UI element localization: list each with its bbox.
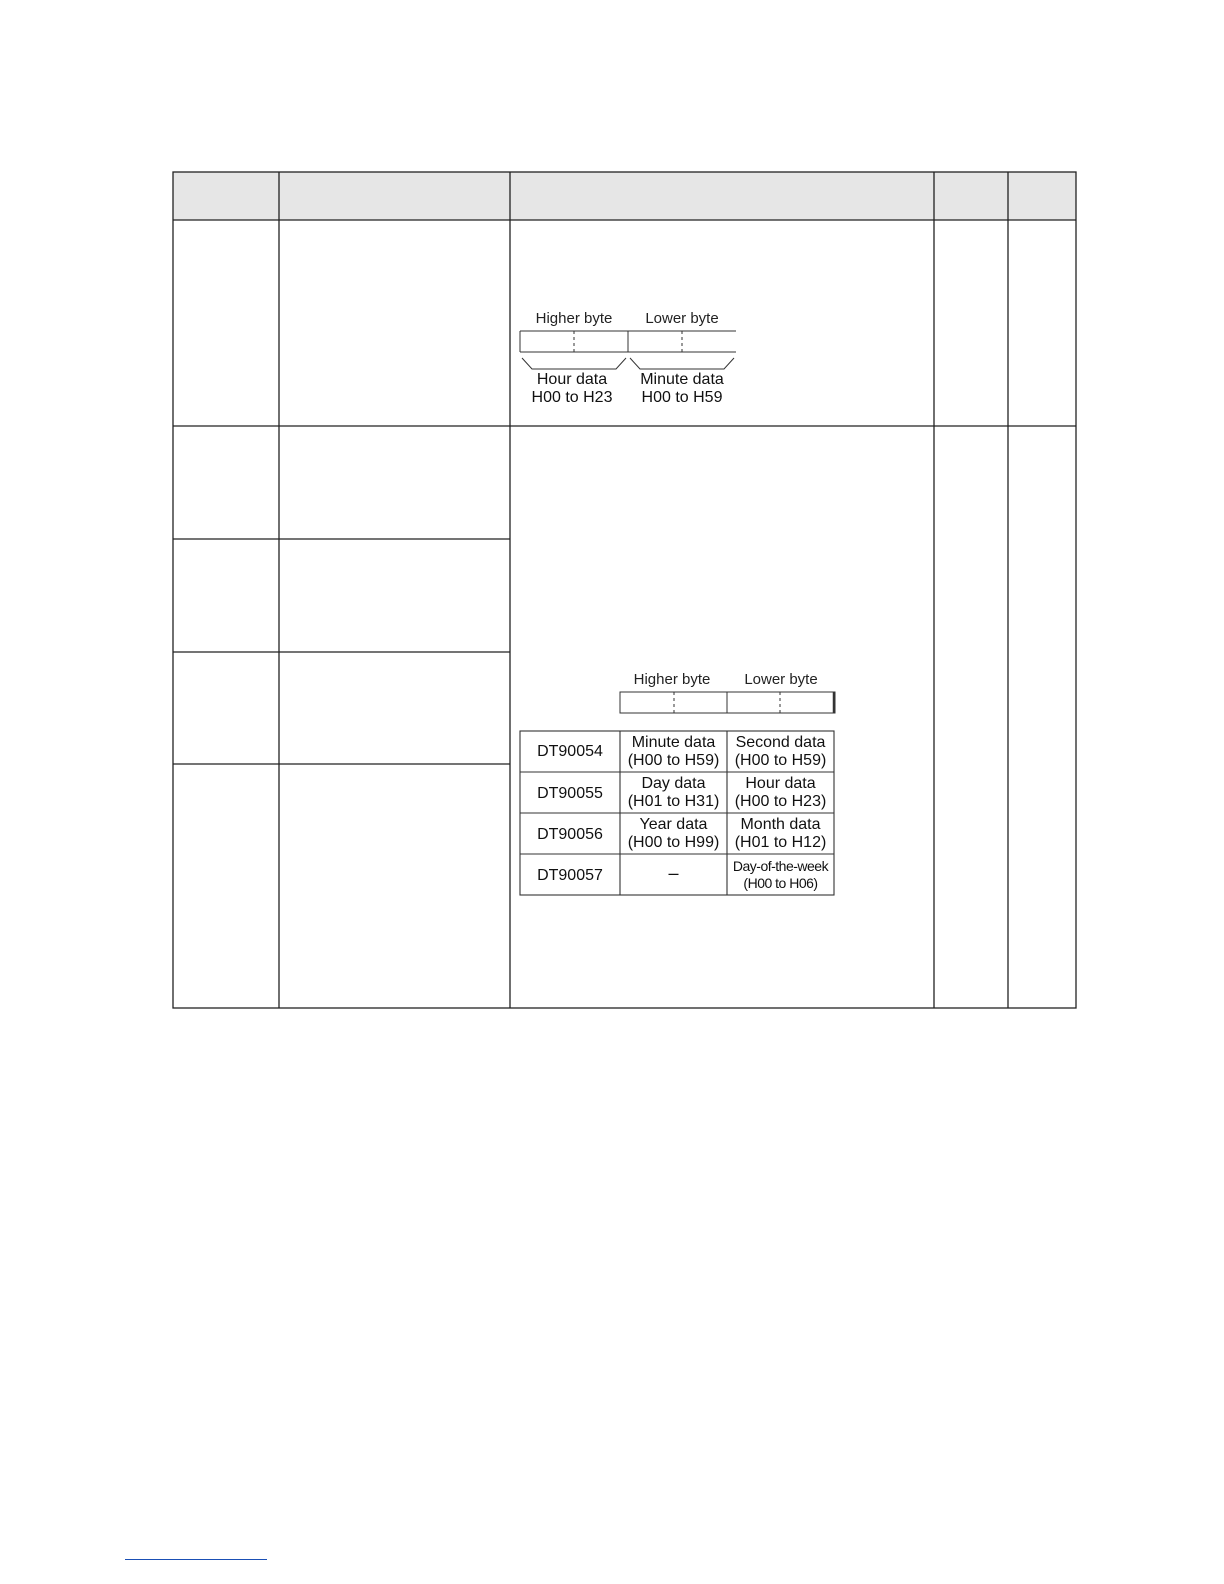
- register-higher-name: –: [668, 863, 679, 883]
- register-higher-range: (H00 to H99): [627, 834, 720, 851]
- register-higher-name: Year data: [639, 816, 708, 833]
- table-header-row: [173, 172, 1076, 220]
- register-lower-range: (H00 to H06): [743, 875, 818, 891]
- register-name: DT90054: [537, 743, 603, 760]
- register-lower-range: (H00 to H23): [734, 793, 827, 810]
- calendar-byte-bar: [620, 692, 835, 713]
- hour-data-range: H00 to H23: [531, 389, 613, 406]
- register-lower-name: Month data: [740, 816, 821, 833]
- minute-data-name: Minute data: [640, 371, 724, 388]
- register-lower-name: Second data: [735, 734, 826, 751]
- diagram1-lower-byte-label: Lower byte: [645, 310, 719, 327]
- register-higher-name: Day data: [641, 775, 706, 792]
- register-higher-range: (H00 to H59): [627, 752, 720, 769]
- hour-data-label: [518, 371, 626, 407]
- register-lower-range: (H01 to H12): [734, 834, 827, 851]
- time-byte-diagram: [520, 331, 736, 369]
- register-lower-range: (H00 to H59): [734, 752, 827, 769]
- register-name: DT90057: [537, 867, 603, 884]
- register-lower-byte: [727, 858, 834, 892]
- register-higher-byte: [620, 775, 727, 811]
- footnote-separator: [125, 1559, 267, 1560]
- minute-data-range: H00 to H59: [641, 389, 723, 406]
- register-lower-byte: [727, 734, 834, 770]
- register-lower-byte: [727, 775, 834, 811]
- register-name: DT90056: [537, 826, 603, 843]
- hour-data-name: Hour data: [536, 371, 608, 388]
- register-higher-byte: [620, 734, 727, 770]
- register-higher-name: Minute data: [631, 734, 716, 751]
- minute-data-label: [628, 371, 736, 407]
- diagram2-higher-byte-label: Higher byte: [633, 671, 711, 688]
- register-lower-name: Hour data: [745, 775, 816, 792]
- register-higher-range: (H01 to H31): [627, 793, 720, 810]
- diagram2-lower-byte-label: Lower byte: [744, 671, 818, 688]
- register-higher-byte: [620, 864, 727, 882]
- register-lower-name: Day-of-the-week: [732, 858, 829, 874]
- register-name: DT90055: [537, 785, 603, 802]
- register-lower-byte: [727, 816, 834, 852]
- diagram1-higher-byte-label: Higher byte: [535, 310, 613, 327]
- register-higher-byte: [620, 816, 727, 852]
